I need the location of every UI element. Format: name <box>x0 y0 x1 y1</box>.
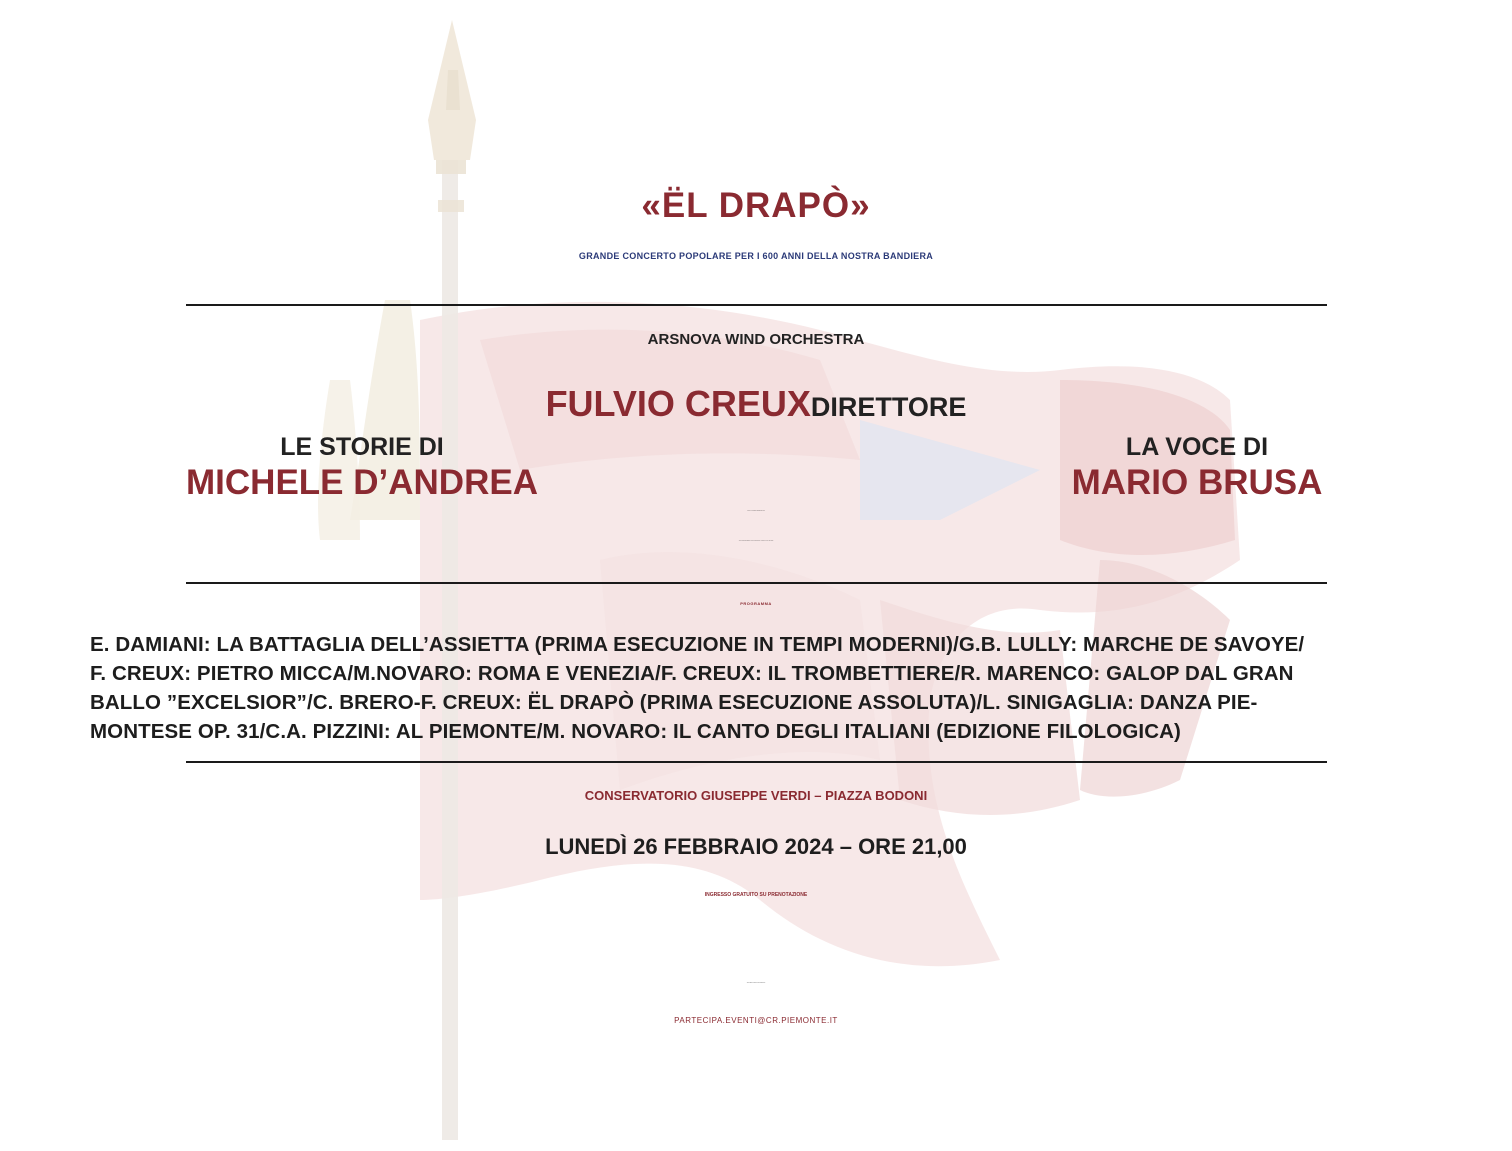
admission-note: INGRESSO GRATUITO SU PRENOTAZIONE <box>704 892 808 898</box>
program-line: BALLO ”EXCELSIOR”/C. BRERO-F. CREUX: ËL DRAPÒ (PRIMA ESECUZIONE ASSOLUTA)/L. SINIGAGLIA: DANZA PIE- <box>90 691 1258 714</box>
stories-label: LE STORIE DI <box>280 433 444 461</box>
event-subtitle: GRANDE CONCERTO POPOLARE PER I 600 ANNI DELLA NOSTRA BANDIERA <box>578 251 934 261</box>
contact-label: PER PRENOTAZIONI E INFORMAZIONI <box>746 983 766 984</box>
director-name: FULVIO CREUX <box>545 383 811 424</box>
program-list <box>90 630 1425 746</box>
contact-email[interactable]: PARTECIPA.EVENTI@CR.PIEMONTE.IT <box>674 1016 838 1025</box>
program-line: MONTESE OP. 31/C.A. PIZZINI: AL PIEMONTE/M. NOVARO: IL CANTO DEGLI ITALIANI (EDIZIONE FILOLOGICA) <box>90 720 1181 743</box>
voice-name: MARIO BRUSA <box>1071 463 1323 502</box>
venue-place: CONSERVATORIO GIUSEPPE VERDI – PIAZZA BODONI <box>584 788 928 803</box>
program-line: F. CREUX: PIETRO MICCA/M.NOVARO: ROMA E VENEZIA/F. CREUX: IL TROMBETTIERE/R. MARENCO: GALOP DAL GRAN <box>90 662 1294 685</box>
divider <box>186 761 1327 763</box>
choirs-line-2: “RIO FONTANO MIMOSA” DI TAVAGNASCO E “CORO X CASO” DI IVREA <box>738 541 774 542</box>
voice-block <box>1068 431 1326 503</box>
stories-block <box>186 431 538 503</box>
voice-label: LA VOCE DI <box>1125 433 1269 461</box>
divider <box>186 582 1327 584</box>
director-line <box>0 383 1512 425</box>
orchestra-name: ARSNOVA WIND ORCHESTRA <box>647 331 865 348</box>
program-line: E. DAMIANI: LA BATTAGLIA DELL’ASSIETTA (PRIMA ESECUZIONE IN TEMPI MODERNI)/G.B. LULLY: MARCHE DE SAVOYE/ <box>90 633 1305 656</box>
venue-datetime: LUNEDÌ 26 FEBBRAIO 2024 – ORE 21,00 <box>545 834 967 859</box>
divider <box>186 304 1327 306</box>
program-heading: PROGRAMMA <box>740 601 772 606</box>
stories-name: MICHELE D’ANDREA <box>186 463 538 502</box>
director-role: DIRETTORE <box>810 392 967 422</box>
event-title: «ËL DRAPÒ» <box>641 186 871 225</box>
choirs-line-1: CON LA PARTECIPAZIONE DEI CORI <box>747 511 765 512</box>
